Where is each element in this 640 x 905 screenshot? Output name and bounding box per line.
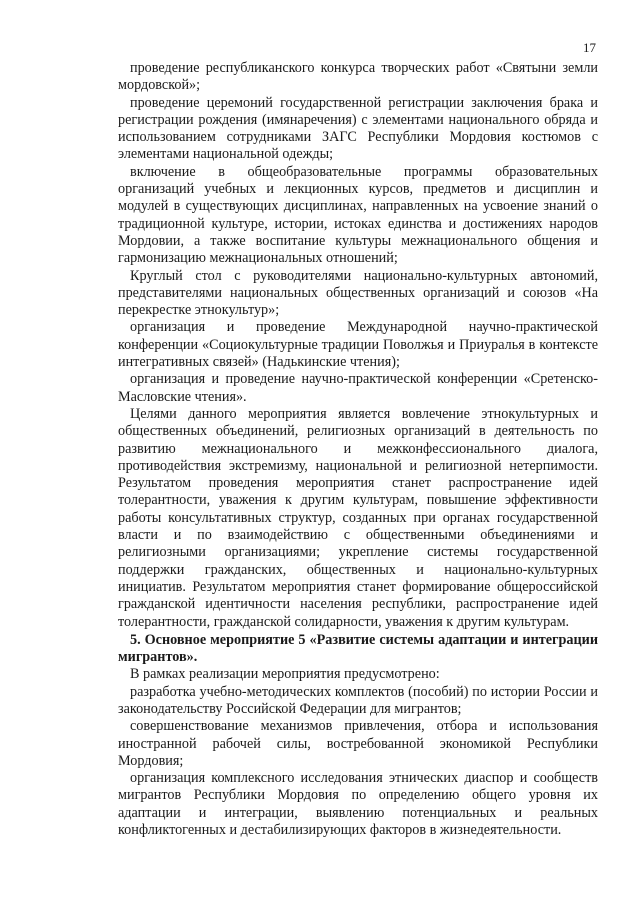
paragraph-registration-ceremonies: проведение церемоний государственной регистрации заключения брака и регистрации рождения (имянаречения) с элементами национального обряда и использованием сотрудниками ЗАГС Республики Мордовия костюмов с элементами национальной одежды; [118, 94, 598, 163]
paragraph-education-programs: включение в общеобразовательные программы образовательных организаций учебных и лекционных курсов, предметов и дисциплин и модулей в существующих дисциплинах, направленных на усвоение знаний о традиционной культуре, истории, истоках единства и достижениях народов Мордовии, а также воспитание культуры межнационального общения и гармонизацию межнациональных отношений; [118, 163, 598, 267]
page-number: 17 [583, 40, 596, 55]
section-heading: 5. Основное мероприятие 5 «Развитие системы адаптации и интеграции мигрантов». [118, 631, 598, 666]
paragraph-teaching-kits: разработка учебно-методических комплектов (пособий) по истории России и законодательству Российской Федерации для мигрантов; [118, 683, 598, 717]
paragraph-labor-force: совершенствование механизмов привлечения, отбора и использования иностранной рабочей силы, востребованной экономикой Республики Мордовия; [118, 718, 598, 769]
paragraph-round-table: Круглый стол с руководителями национально-культурных автономий, представителями национальных общественных организаций и союзов «На перекрестке этнокультур»; [118, 267, 598, 319]
paragraph-sretensk-conference: организация и проведение научно-практической конференции «Сретенско-Масловские чтения». [118, 371, 598, 405]
paragraph-international-conference: организация и проведение Международной научно-практической конференции «Социокультурные традиции Поволжья и Приуралья в контексте интегративных связей» (Надькинские чтения); [118, 319, 598, 371]
paragraph-diaspora-research: организация комплексного исследования этнических диаспор и сообществ мигрантов Республики Мордовия по определению общего уровня их адаптации и интеграции, выявлению потенциальных и реальных конфликтогенных и дестабилизирующих факторов в жизнедеятельности. [118, 770, 598, 839]
paragraph-goals-results: Целями данного мероприятия является вовлечение этнокультурных и общественных объединений, религиозных организаций в деятельность по развитию межнационального и межконфессионального диалога, противодействия экстремизму, национальной и религиозной нетерпимости. Результатом проведения мероприятия станет распространение идей толерантности, уважения к другим культурам, повышение эффективности работы консультативных структур, созданных при органах государственной власти и по взаимодействию с общественными объединениями и религиозными организациями; укрепление системы государственной поддержки гражданских, общественных и национально-культурных инициатив. Результатом мероприятия станет формирование общероссийской гражданской идентичности населения республики, распространение идей толерантности, гражданской солидарности, уважения к другим культурам. [118, 405, 598, 630]
paragraph-contest-saints: проведение республиканского конкурса творческих работ «Святыни земли мордовской»; [118, 60, 598, 94]
page-body [118, 60, 598, 839]
paragraph-intro: В рамках реализации мероприятия предусмотрено: [130, 666, 440, 683]
